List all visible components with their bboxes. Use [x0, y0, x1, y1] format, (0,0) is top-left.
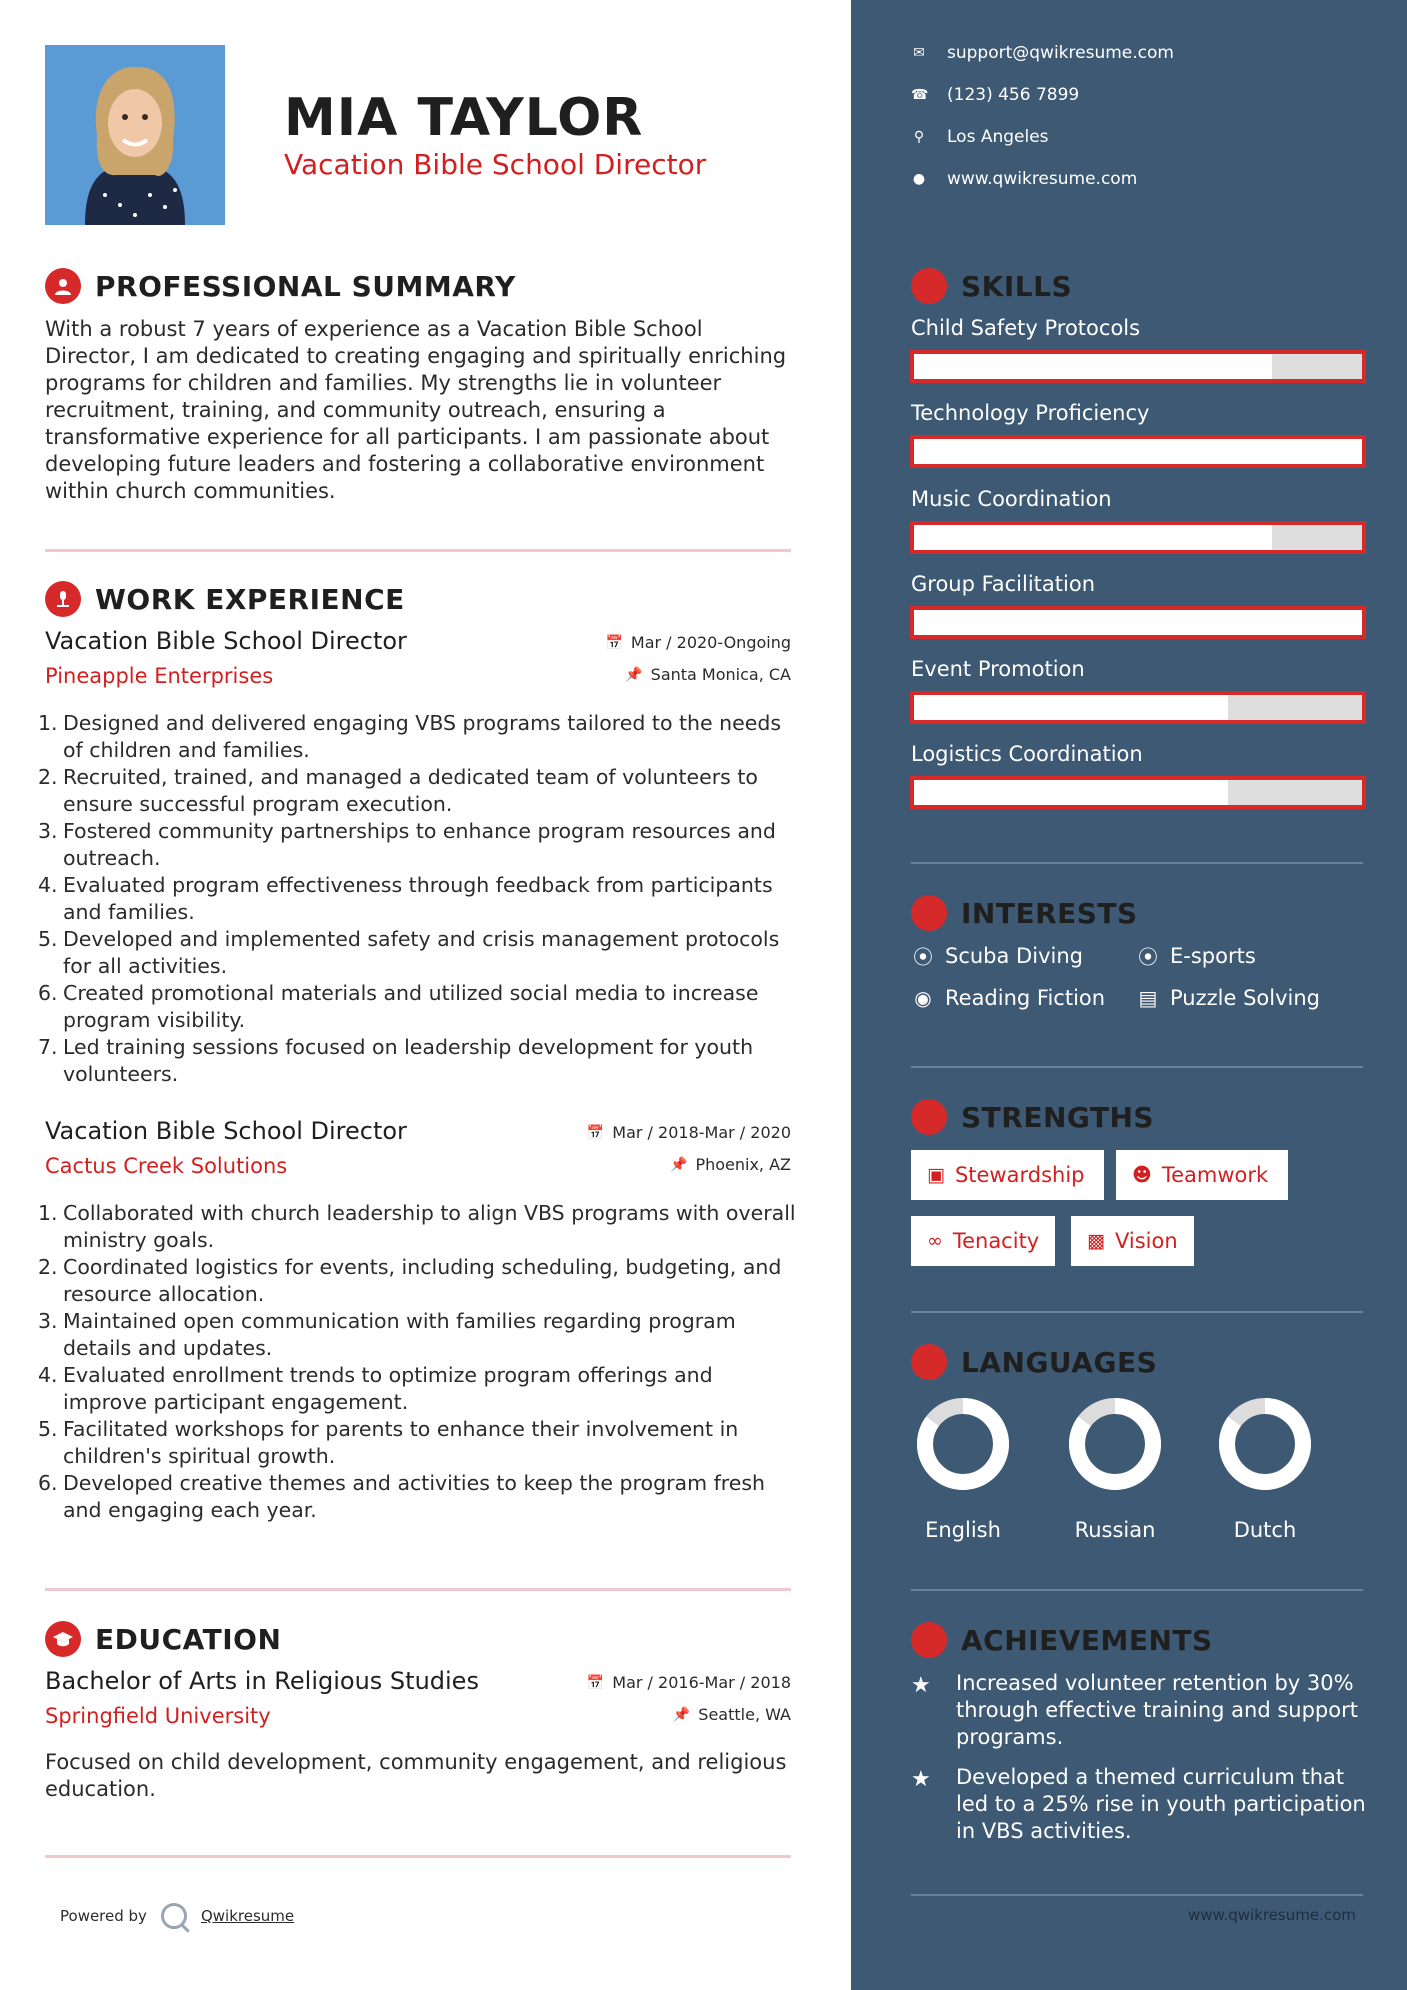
- education-date-text: Mar / 2016-Mar / 2018: [612, 1673, 791, 1692]
- skill-label: Event Promotion: [911, 657, 1085, 681]
- skill-fill: [914, 439, 1362, 464]
- section-title: ACHIEVEMENTS: [961, 1623, 1213, 1657]
- language-item: [908, 1396, 1018, 1542]
- gamepad-icon: ◉: [914, 986, 932, 1010]
- interest-label: Puzzle Solving: [1170, 986, 1320, 1010]
- strength-tag: [1116, 1150, 1288, 1200]
- job-role: Vacation Bible School Director: [45, 627, 407, 655]
- skill-label: Music Coordination: [911, 487, 1112, 511]
- podium-icon: [45, 581, 81, 617]
- star-icon: ★: [911, 1673, 931, 1698]
- language-item: [1210, 1396, 1320, 1542]
- summary-header: [45, 268, 516, 304]
- contact-location: [911, 127, 1049, 147]
- education-entry: [45, 1667, 791, 1817]
- job-company: Pineapple Enterprises: [45, 664, 274, 688]
- skill-fill: [914, 525, 1272, 550]
- strength-tag: [911, 1150, 1104, 1200]
- school: Springfield University: [45, 1704, 271, 1728]
- strengths-header: [911, 1099, 1154, 1135]
- pin-icon: 📌: [670, 1156, 688, 1173]
- user-icon: [45, 268, 81, 304]
- job-location: [625, 665, 791, 684]
- lightbulb-icon: [911, 268, 947, 304]
- section-title: LANGUAGES: [961, 1345, 1158, 1379]
- section-title: PROFESSIONAL SUMMARY: [95, 269, 516, 303]
- contact-location-text: Los Angeles: [947, 127, 1049, 147]
- contact-phone-text: (123) 456 7899: [947, 85, 1080, 105]
- strength-label: Stewardship: [954, 1163, 1085, 1187]
- divider: [911, 862, 1363, 864]
- powered-by-label: Powered by: [60, 1907, 147, 1925]
- calendar-icon: 📅: [605, 634, 623, 651]
- summary-text: With a robust 7 years of experience as a Vacation Bible School Director, I am dedicated to creating engaging and spiritually enriching programs for children and families. My strengths lie in volunteer recruitment, training, and community outreach, ensuring a transformative experience for all participants. I am passionate about developing future leaders and fostering a collaborative environment within church communities.: [45, 317, 787, 503]
- pin-icon: 📌: [672, 1706, 691, 1723]
- interest-label: E-sports: [1170, 943, 1256, 968]
- star-icon: [911, 1622, 947, 1658]
- section-title: SKILLS: [961, 269, 1073, 303]
- job-location-text: Santa Monica, CA: [650, 665, 791, 684]
- skill-bar: [910, 521, 1366, 554]
- education-header: [45, 1621, 281, 1657]
- list-item: 4. Evaluated enrollment trends to optimize program offerings and improve participant engagement.: [38, 1363, 713, 1414]
- list-item: 2. Recruited, trained, and managed a dedicated team of volunteers to ensure successful program execution.: [38, 765, 758, 816]
- list-item: 3. Fostered community partnerships to enhance program resources and outreach.: [38, 819, 776, 870]
- job-entry: [38, 1117, 796, 1537]
- section-title: WORK EXPERIENCE: [95, 582, 405, 616]
- job-date-text: Mar / 2018-Mar / 2020: [612, 1123, 791, 1142]
- list-item: 5. Developed and implemented safety and crisis management protocols for all activities.: [38, 927, 780, 978]
- skill-label: Child Safety Protocols: [911, 316, 1141, 340]
- education-location-text: Seattle, WA: [698, 1705, 791, 1724]
- divider: [45, 1588, 791, 1591]
- fist-icon: [911, 1099, 947, 1135]
- skill-label: Group Facilitation: [911, 572, 1096, 596]
- interest-item: [911, 986, 1105, 1010]
- language-name: English: [925, 1518, 1001, 1542]
- link-icon: ∞: [927, 1230, 943, 1252]
- contact-email[interactable]: [911, 43, 1174, 63]
- divider: [911, 1894, 1363, 1896]
- language-name: Dutch: [1233, 1518, 1297, 1542]
- footer-url[interactable]: www.qwikresume.com: [1188, 1906, 1356, 1924]
- skills-header: [911, 268, 1072, 304]
- degree: Bachelor of Arts in Religious Studies: [45, 1667, 479, 1695]
- interest-item: [1136, 986, 1320, 1010]
- interest-label: Reading Fiction: [945, 986, 1106, 1010]
- section-title: EDUCATION: [95, 1622, 282, 1656]
- language-ring: [915, 1396, 1011, 1492]
- language-item: [1060, 1396, 1170, 1542]
- skill-bar: [910, 691, 1366, 724]
- languages-header: [911, 1344, 1157, 1380]
- graduation-cap-icon: [45, 1621, 81, 1657]
- contact-phone[interactable]: [911, 85, 1079, 105]
- interest-item: [911, 941, 1083, 970]
- brand-link[interactable]: Qwikresume: [200, 1907, 295, 1925]
- life-ring-icon: ⦿: [913, 945, 933, 969]
- interest-label: Scuba Diving: [945, 943, 1083, 968]
- list-item: 6. Developed creative themes and activities to keep the program fresh and engaging each year.: [38, 1471, 766, 1522]
- skill-bar: [910, 435, 1366, 468]
- list-item: 3. Maintained open communication with families regarding program details and updates.: [38, 1309, 736, 1360]
- achievement-item: [911, 1670, 1371, 1751]
- achievement-text: Developed a themed curriculum that led to a 25% rise in youth participation in VBS activities.: [956, 1765, 1366, 1843]
- calendar-icon: 📅: [586, 1674, 605, 1691]
- job-date: [587, 1123, 791, 1142]
- qwikresume-logo-icon: [161, 1903, 187, 1929]
- job-date: [605, 633, 791, 652]
- experience-header: [45, 581, 405, 617]
- strength-label: Tenacity: [952, 1229, 1040, 1253]
- divider: [911, 1589, 1363, 1591]
- section-title: INTERESTS: [961, 896, 1138, 930]
- language-ring: [1217, 1396, 1313, 1492]
- profile-photo: [45, 45, 225, 225]
- users-icon: ☻: [1132, 1164, 1152, 1186]
- phone-icon: ☎: [911, 87, 929, 103]
- strength-label: Teamwork: [1161, 1163, 1269, 1187]
- envelope-icon: ✉: [913, 45, 925, 61]
- svg-text:A: A: [922, 1359, 929, 1369]
- briefcase-icon: ▣: [927, 1164, 945, 1186]
- contact-email-text: support@qwikresume.com: [947, 43, 1174, 63]
- skill-label: Technology Proficiency: [911, 401, 1150, 425]
- job-bullets: [38, 1200, 798, 1524]
- book-icon: ▤: [1138, 986, 1158, 1010]
- job-bullets: [38, 710, 798, 1088]
- strength-tag: [1071, 1216, 1194, 1266]
- skill-bar: [910, 606, 1366, 639]
- globe-icon: ●: [912, 171, 926, 187]
- binoculars-icon: ▩: [1087, 1230, 1105, 1252]
- language-ring: [1067, 1396, 1163, 1492]
- skill-bar: [910, 350, 1366, 383]
- candidate-name: MIA TAYLOR: [284, 88, 644, 148]
- list-item: 6. Created promotional materials and utilized social media to increase program visibility.: [38, 981, 759, 1032]
- education-location: [673, 1705, 791, 1724]
- candidate-title: Vacation Bible School Director: [284, 148, 707, 181]
- divider: [911, 1066, 1363, 1068]
- job-location: [670, 1155, 791, 1174]
- list-item: 4. Evaluated program effectiveness through feedback from participants and families.: [38, 873, 773, 924]
- paper-plane-icon: [911, 895, 947, 931]
- translate-icon: [911, 1344, 947, 1380]
- star-icon: ★: [911, 1767, 931, 1792]
- list-item: 2. Coordinated logistics for events, including scheduling, budgeting, and resource allocation.: [38, 1255, 782, 1306]
- contact-website-text: www.qwikresume.com: [947, 169, 1138, 189]
- section-title: STRENGTHS: [961, 1100, 1155, 1134]
- list-item: 1. Collaborated with church leadership to align VBS programs with overall ministry goals.: [38, 1201, 796, 1252]
- skill-label: Logistics Coordination: [911, 742, 1143, 766]
- interest-item: [1136, 941, 1256, 970]
- job-role: Vacation Bible School Director: [45, 1117, 407, 1145]
- divider: [45, 549, 791, 552]
- achievements-header: [911, 1622, 1213, 1658]
- skill-bar: [910, 776, 1366, 809]
- skill-fill: [914, 354, 1272, 379]
- life-ring-icon: ⦿: [1138, 945, 1158, 969]
- strength-label: Vision: [1114, 1229, 1178, 1253]
- list-item: 5. Facilitated workshops for parents to enhance their involvement in children's spiritual growth.: [38, 1417, 739, 1468]
- contact-website[interactable]: [911, 169, 1137, 189]
- list-item: 7. Led training sessions focused on leadership development for youth volunteers.: [38, 1035, 754, 1086]
- job-company: Cactus Creek Solutions: [45, 1154, 288, 1178]
- language-name: Russian: [1074, 1518, 1156, 1542]
- job-date-text: Mar / 2020-Ongoing: [630, 633, 791, 652]
- list-item: 1. Designed and delivered engaging VBS programs tailored to the needs of children and families.: [38, 711, 782, 762]
- interests-header: [911, 895, 1138, 931]
- education-description: Focused on child development, community engagement, and religious education.: [45, 1750, 787, 1801]
- skill-fill: [914, 780, 1228, 805]
- pin-icon: 📌: [625, 666, 643, 683]
- divider: [911, 1311, 1363, 1313]
- calendar-icon: 📅: [586, 1124, 605, 1141]
- education-date: [587, 1673, 791, 1692]
- strength-tag: [911, 1216, 1055, 1266]
- skill-fill: [914, 610, 1362, 635]
- achievement-item: [911, 1764, 1371, 1845]
- skill-fill: [914, 695, 1228, 720]
- achievement-text: Increased volunteer retention by 30% through effective training and support programs.: [956, 1671, 1358, 1749]
- powered-by: [60, 1903, 294, 1929]
- job-location-text: Phoenix, AZ: [695, 1155, 791, 1174]
- divider: [45, 1855, 791, 1858]
- job-entry: [38, 627, 791, 1087]
- map-marker-icon: ⚲: [913, 129, 925, 145]
